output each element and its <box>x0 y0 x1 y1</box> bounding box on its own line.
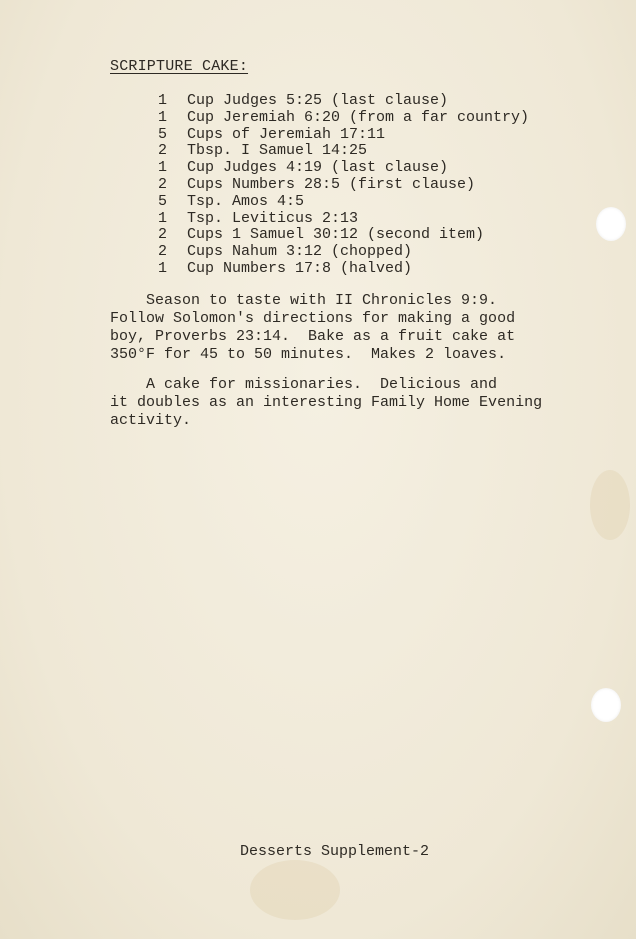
ingredient-text: Tsp. Amos 4:5 <box>187 192 305 210</box>
ingredient-row <box>158 177 529 194</box>
ingredient-list <box>158 93 529 278</box>
ingredient-quantity: 1 <box>158 259 168 277</box>
ingredient-quantity: 2 <box>158 226 168 244</box>
ingredient-text: Cup Jeremiah 6:20 (from a far country) <box>187 108 530 126</box>
ingredient-row <box>158 244 529 261</box>
ingredient-quantity: 2 <box>158 142 168 160</box>
ingredient-row <box>158 211 529 228</box>
ingredient-text: Cup Judges 4:19 (last clause) <box>187 159 449 177</box>
ingredient-quantity: 1 <box>158 209 168 227</box>
ingredient-quantity: 5 <box>158 192 168 210</box>
recipe-title: SCRIPTURE CAKE: <box>110 58 249 75</box>
ingredient-quantity: 1 <box>158 159 168 177</box>
ingredient-text: Cups 1 Samuel 30:12 (second item) <box>187 226 485 244</box>
note-paragraph <box>110 376 610 430</box>
paper-stain <box>250 860 340 920</box>
punch-hole-bottom <box>591 688 621 722</box>
note-line: A cake for missionaries. Delicious and <box>110 376 498 393</box>
ingredient-text: Cups Nahum 3:12 (chopped) <box>187 243 413 261</box>
ingredient-quantity: 2 <box>158 175 168 193</box>
punch-hole-top <box>596 207 626 241</box>
ingredient-row <box>158 110 529 127</box>
ingredient-row <box>158 93 529 110</box>
ingredient-row <box>158 143 529 160</box>
ingredient-row <box>158 160 529 177</box>
note-line: it doubles as an interesting Family Home Evening <box>110 394 543 411</box>
ingredient-quantity: 2 <box>158 243 168 261</box>
ingredient-row <box>158 127 529 144</box>
directions-paragraph <box>110 292 610 364</box>
page-footer: Desserts Supplement-2 <box>240 843 430 860</box>
note-line: activity. <box>110 412 192 429</box>
ingredient-text: Cup Judges 5:25 (last clause) <box>187 92 449 109</box>
directions-line: Follow Solomon's directions for making a good <box>110 310 516 327</box>
ingredient-row <box>158 227 529 244</box>
ingredient-text: Cups of Jeremiah 17:11 <box>187 125 386 143</box>
ingredient-text: Cups Numbers 28:5 (first clause) <box>187 175 476 193</box>
ingredient-quantity: 1 <box>158 108 168 126</box>
ingredient-text: Tsp. Leviticus 2:13 <box>187 209 359 227</box>
ingredient-row <box>158 194 529 211</box>
directions-line: 350°F for 45 to 50 minutes. Makes 2 loaves. <box>110 346 507 363</box>
directions-line: boy, Proverbs 23:14. Bake as a fruit cake at <box>110 328 516 345</box>
ingredient-text: Tbsp. I Samuel 14:25 <box>187 142 368 160</box>
ingredient-row <box>158 261 529 278</box>
ingredient-quantity: 5 <box>158 125 168 143</box>
ingredient-text: Cup Numbers 17:8 (halved) <box>187 259 413 277</box>
paper-stain <box>590 470 630 540</box>
directions-line: Season to taste with II Chronicles 9:9. <box>110 292 498 309</box>
ingredient-quantity: 1 <box>158 92 168 109</box>
